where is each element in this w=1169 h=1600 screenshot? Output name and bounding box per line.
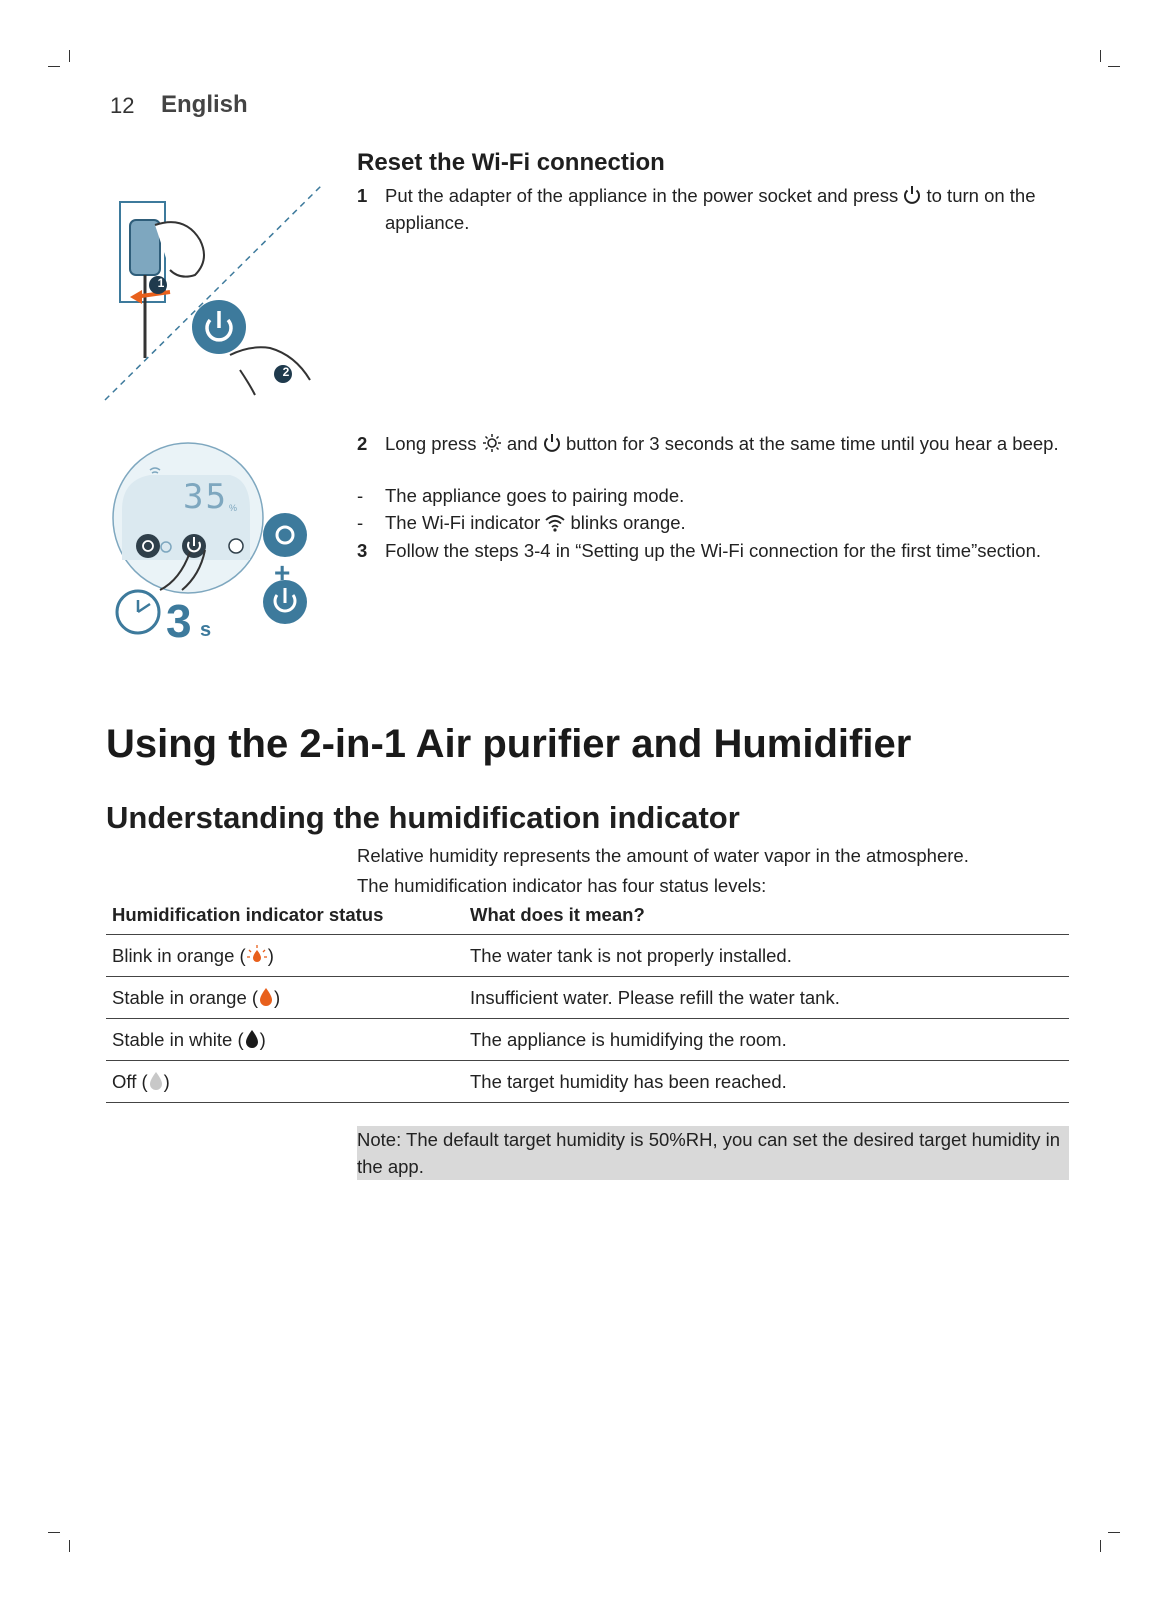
bullet-text: The Wi-Fi indicator [385,512,541,533]
wifi-icon [545,514,565,532]
step-text: Follow the steps 3-4 in “Setting up the Wi-Fi connection for the first time”section. [385,540,1042,561]
meaning-cell: The appliance is humidifying the room. [464,1019,1069,1061]
table-row [106,1061,1069,1103]
step-text: and [506,433,538,454]
orange-drop-icon [258,987,274,1007]
bullet-dash: - [357,485,364,506]
status-text: Blink in orange ( [112,944,246,966]
display-percent: % [229,503,238,513]
plug-in-illustration [100,180,330,405]
intro-text: Relative humidity represents the amount of water vapor in the atmosphere. [357,845,969,866]
step-text: button for 3 seconds at the same time until you hear a beep. [565,433,1059,454]
step-1 [357,182,1077,236]
crop-mark [69,50,70,62]
crop-mark [1108,66,1120,67]
step-badge-1: 1 [157,276,165,290]
status-text-close: ) [274,986,281,1008]
status-text-close: ) [259,1028,266,1050]
power-icon [543,433,561,453]
step-number: 2 [357,433,368,454]
blink-orange-drop-icon [246,945,268,965]
crop-mark [69,1540,70,1552]
control-panel-illustration [110,440,320,650]
crop-mark [1100,1540,1101,1552]
power-icon [903,185,921,205]
step-3 [357,537,1077,564]
crop-mark [48,66,60,67]
meaning-cell: The target humidity has been reached. [464,1061,1069,1103]
sub-heading: Understanding the humidification indicator [106,800,740,835]
column-header: Humidification indicator status [106,898,464,935]
step-2 [357,430,1077,457]
crop-mark [48,1532,60,1533]
step-number: 3 [357,540,368,561]
bullet-item [357,482,1077,509]
section-title: Reset the Wi-Fi connection [357,149,665,176]
status-text-close: ) [267,944,274,966]
status-cell [106,935,464,977]
status-text-close: ) [163,1070,170,1092]
bullet-text: The appliance goes to pairing mode. [385,485,685,506]
table-row [106,935,1069,977]
step-text: to turn on the appliance. [385,185,1036,233]
bullet-item [357,509,1077,536]
step-text: Put the adapter of the appliance in the power socket and press [385,185,899,206]
step-badge-2: 2 [282,365,290,379]
table-row [106,1019,1069,1061]
status-cell [106,977,464,1019]
status-text: Stable in orange ( [112,986,259,1008]
meaning-cell: Insufficient water. Please refill the water tank. [464,977,1069,1019]
status-cell [106,1019,464,1061]
language-label: English [161,91,248,118]
crop-mark [1108,1532,1120,1533]
timer-value: 3 [166,595,192,647]
step-text: Long press [385,433,477,454]
column-header: What does it mean? [464,898,1069,935]
timer-unit: s [200,619,212,641]
bullet-dash: - [357,512,364,533]
light-icon [482,433,502,453]
page-number: 12 [110,93,135,118]
display-digits: 35 [183,477,228,517]
status-text: Off ( [112,1070,148,1092]
crop-mark [1100,50,1101,62]
meaning-cell: The water tank is not properly installed. [464,935,1069,977]
step-number: 1 [357,185,368,206]
grey-drop-icon [148,1071,164,1091]
note-box: Note: The default target humidity is 50%RH, you can set the desired target humidity in the app. [357,1126,1069,1180]
main-heading: Using the 2-in-1 Air purifier and Humidifier [106,722,912,766]
table-row [106,977,1069,1019]
black-drop-icon [244,1029,260,1049]
plus-sign: + [274,557,291,588]
bullet-text: blinks orange. [570,512,686,533]
humidification-status-table [106,898,1069,1103]
status-cell [106,1061,464,1103]
table-header-row [106,898,1069,935]
status-text: Stable in white ( [112,1028,244,1050]
intro-text: The humidification indicator has four status levels: [357,875,767,896]
